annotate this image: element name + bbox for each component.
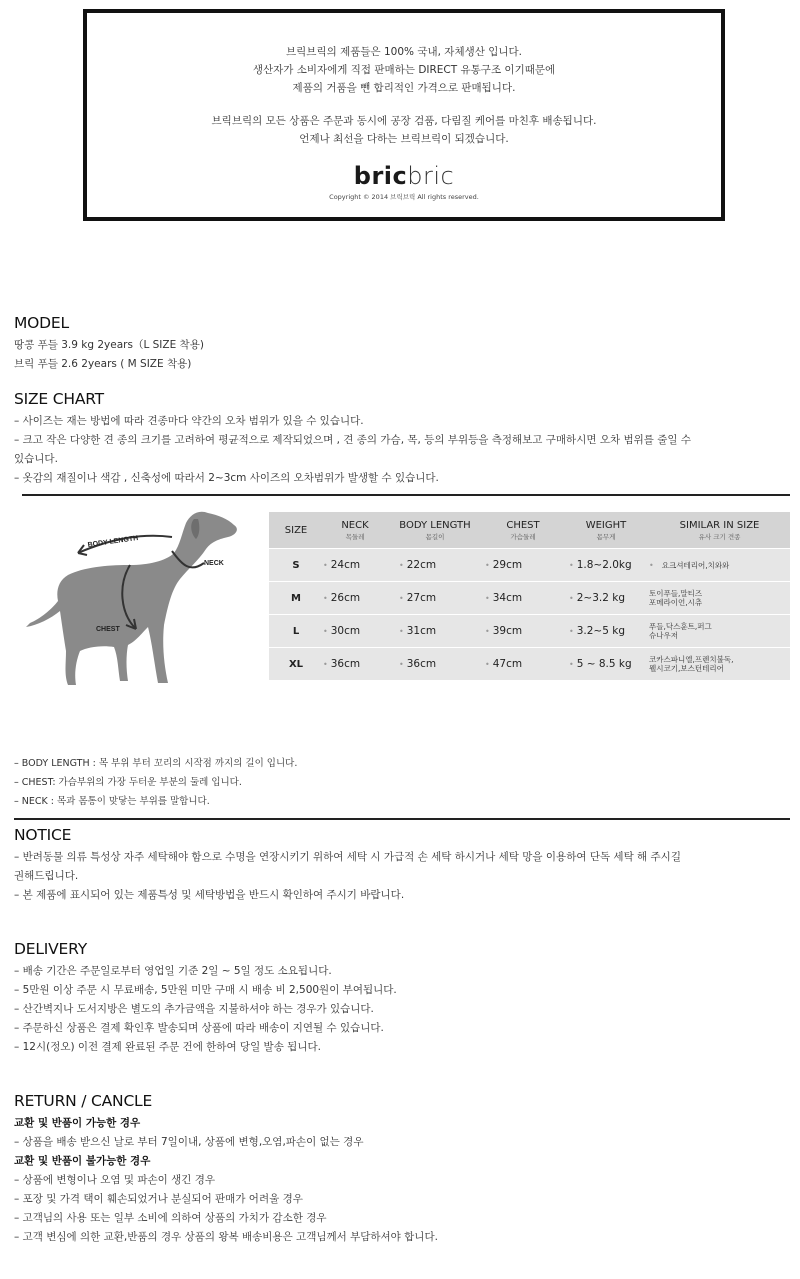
cell-neck-value: 26cm [330, 592, 361, 604]
brand-logo-light: bric [407, 162, 455, 190]
cell-similar: • 요크셔테리어,치와와 [649, 549, 790, 582]
table-row [269, 582, 790, 615]
cell-neck: • 30cm [323, 615, 387, 648]
header-neck-ko: 목둘레 [345, 532, 365, 541]
cell-size: L [269, 615, 323, 648]
brand-logo-bold: bric [353, 162, 408, 190]
delivery-line: – 12시(정오) 이전 결제 완료된 주문 건에 한하여 당일 발송 됩니다. [14, 1041, 321, 1053]
size-table-header [269, 512, 790, 549]
brand-intro-box [83, 9, 725, 221]
body-length-label: BODY LENGTH [87, 534, 139, 549]
cell-chest: • 29cm [483, 549, 563, 582]
size-note: – BODY LENGTH : 목 부위 부터 꼬리의 시작점 까지의 길이 입니다. [14, 758, 298, 769]
size-chart-title: SIZE CHART [14, 390, 104, 408]
delivery-line: – 산간벽지나 도서지방은 별도의 추가금액을 지불하셔야 하는 경우가 있습니다. [14, 1003, 374, 1015]
cell-body: • 27cm [387, 582, 483, 615]
model-title: MODEL [14, 314, 69, 332]
dog-measurement-diagram [22, 505, 252, 689]
header-size-en: SIZE [284, 524, 308, 536]
header-body-length-ko: 몸길이 [425, 532, 445, 541]
cell-chest-value: 34cm [492, 592, 523, 604]
notice-line: 권해드립니다. [14, 870, 79, 882]
cell-neck-value: 30cm [330, 625, 361, 637]
size-chart-line: – 옷감의 재질이나 색감 , 신축성에 따라서 2~3cm 사이즈의 오차범위가 발생할 수 있습니다. [14, 472, 439, 484]
cell-body-value: 36cm [406, 658, 437, 670]
cell-size: M [269, 582, 323, 615]
delivery-title: DELIVERY [14, 940, 87, 958]
cell-body-value: 22cm [406, 559, 437, 571]
model-line: 브릭 푸들 2.6 2years ( M SIZE 착용) [14, 358, 192, 370]
cell-weight: • 2~3.2 kg [563, 582, 649, 615]
header-chest-ko: 가슴둘레 [510, 532, 536, 541]
header-chest [483, 512, 563, 549]
table-row [269, 648, 790, 681]
cell-similar [649, 615, 790, 648]
cell-body-value: 31cm [406, 625, 437, 637]
cell-chest: • 34cm [483, 582, 563, 615]
header-body-length-en: BODY LENGTH [399, 519, 471, 531]
cell-weight: • 1.8~2.0kg [563, 549, 649, 582]
size-note: – CHEST: 가슴부위의 가장 두터운 부분의 둘레 입니다. [14, 777, 242, 788]
cell-weight: • 3.2~5 kg [563, 615, 649, 648]
divider [14, 818, 790, 820]
header-body-length [387, 512, 483, 549]
cell-size: S [269, 549, 323, 582]
cell-weight-value: 5 ~ 8.5 kg [576, 658, 632, 670]
return-line: – 고객 변심에 의한 교환,반품의 경우 상품의 왕복 배송비용은 고객님께서 부담하셔야 합니다. [14, 1231, 438, 1243]
header-weight-ko: 몸무게 [596, 532, 616, 541]
cell-chest-value: 39cm [492, 625, 523, 637]
copyright: Copyright © 2014 브릭브릭 All rights reserved. [329, 193, 479, 201]
table-row [269, 615, 790, 648]
cell-size: XL [269, 648, 323, 681]
header-weight [563, 512, 649, 549]
return-possible-heading: 교환 및 반품이 가능한 경우 [14, 1117, 141, 1129]
cell-body: • 31cm [387, 615, 483, 648]
cell-body: • 36cm [387, 648, 483, 681]
neck-label: NECK [204, 560, 224, 567]
cell-chest-value: 47cm [492, 658, 523, 670]
intro-paragraph-2 [87, 112, 721, 148]
cell-neck: • 26cm [323, 582, 387, 615]
notice-line: – 반려동물 의류 특성상 자주 세탁해야 함으로 수명을 연장시키기 위하여 세탁 시 가급적 손 세탁 하시거나 세탁 망을 이용하여 단독 세탁 해 주시길 [14, 851, 681, 863]
return-line: – 상품을 배송 받으신 날로 부터 7일이내, 상품에 변형,오염,파손이 없는 경우 [14, 1136, 364, 1148]
cell-body: • 22cm [387, 549, 483, 582]
header-size [269, 512, 323, 549]
table-row [269, 549, 790, 582]
size-chart-line: 있습니다. [14, 453, 58, 465]
divider [22, 494, 790, 496]
cell-chest: • 47cm [483, 648, 563, 681]
return-line: – 상품에 변형이나 오염 및 파손이 생긴 경우 [14, 1174, 216, 1186]
cell-similar [649, 648, 790, 681]
size-note: – NECK : 목과 몸통이 맞닿는 부위를 말합니다. [14, 796, 210, 807]
intro-paragraph-1 [87, 43, 721, 97]
header-neck [323, 512, 387, 549]
cell-similar-value: 푸들,닥스훈트,퍼그 슈나우저 [649, 622, 712, 640]
return-line: – 포장 및 가격 택이 훼손되었거나 분실되어 판매가 어려울 경우 [14, 1193, 303, 1205]
cell-weight: • 5 ~ 8.5 kg [563, 648, 649, 681]
header-chest-en: CHEST [506, 519, 540, 531]
cell-body-value: 27cm [406, 592, 437, 604]
cell-neck-value: 36cm [330, 658, 361, 670]
notice-title: NOTICE [14, 826, 72, 844]
cell-similar-value: 요크셔테리어,치와와 [661, 560, 730, 570]
size-chart-line: – 사이즈는 재는 방법에 따라 견종마다 약간의 오차 범위가 있을 수 있습니다. [14, 415, 364, 427]
return-line: – 고객님의 사용 또는 일부 소비에 의하여 상품의 가치가 감소한 경우 [14, 1212, 327, 1224]
cell-similar-value: 코카스파니엘,프렌치불독, 웰시코기,보스턴테리어 [649, 655, 734, 673]
return-title: RETURN / CANCLE [14, 1092, 153, 1110]
notice-line: – 본 제품에 표시되어 있는 제품특성 및 세탁방법을 반드시 확인하여 주시기 바랍니다. [14, 889, 405, 901]
cell-neck: • 24cm [323, 549, 387, 582]
intro-line: 브릭브릭의 제품들은 100% 국내, 자체생산 입니다. [286, 46, 522, 58]
return-impossible-heading: 교환 및 반품이 불가능한 경우 [14, 1155, 151, 1167]
cell-neck-value: 24cm [330, 559, 361, 571]
size-chart-line: – 크고 작은 다양한 견 종의 크기를 고려하여 평균적으로 제작되었으며 , 견 종의 가슴, 목, 등의 부위등을 측정해보고 구매하시면 오차 범위를 줄일 수 [14, 434, 691, 446]
header-similar-en: SIMILAR IN SIZE [679, 519, 760, 531]
cell-similar-value: 토이푸들,말티즈 포메라이언,시츄 [649, 589, 703, 607]
header-neck-en: NECK [341, 519, 369, 531]
header-weight-en: WEIGHT [585, 519, 627, 531]
model-line: 땅콩 푸들 3.9 kg 2years（L SIZE 착용) [14, 339, 204, 351]
header-similar-ko: 유사 크기 견종 [698, 532, 741, 541]
cell-weight-value: 2~3.2 kg [576, 592, 625, 604]
header-similar [649, 512, 790, 549]
delivery-line: – 주문하신 상품은 결제 확인후 발송되며 상품에 따라 배송이 지연될 수 있습니다. [14, 1022, 384, 1034]
intro-line: 브릭브릭의 모든 상품은 주문과 동시에 공장 검품, 다림질 케어를 마친후 배송됩니다. [211, 115, 597, 127]
cell-chest-value: 29cm [492, 559, 523, 571]
intro-line: 제품의 거품을 뺀 합리적인 가격으로 판매됩니다. [292, 82, 516, 94]
delivery-line: – 배송 기간은 주문일로부터 영업일 기준 2일 ~ 5일 정도 소요됩니다. [14, 965, 332, 977]
intro-line: 언제나 최선을 다하는 브릭브릭이 되겠습니다. [299, 133, 509, 145]
size-table [269, 512, 790, 680]
chest-label: CHEST [96, 626, 120, 633]
cell-chest: • 39cm [483, 615, 563, 648]
cell-neck: • 36cm [323, 648, 387, 681]
cell-similar [649, 582, 790, 615]
cell-weight-value: 3.2~5 kg [576, 625, 625, 637]
delivery-line: – 5만원 이상 주문 시 무료배송, 5만원 미만 구매 시 배송 비 2,500원이 부여됩니다. [14, 984, 397, 996]
cell-weight-value: 1.8~2.0kg [576, 559, 632, 571]
brand-logo [87, 161, 721, 191]
intro-line: 생산자가 소비자에게 직접 판매하는 DIRECT 유통구조 이기때문에 [252, 64, 556, 76]
